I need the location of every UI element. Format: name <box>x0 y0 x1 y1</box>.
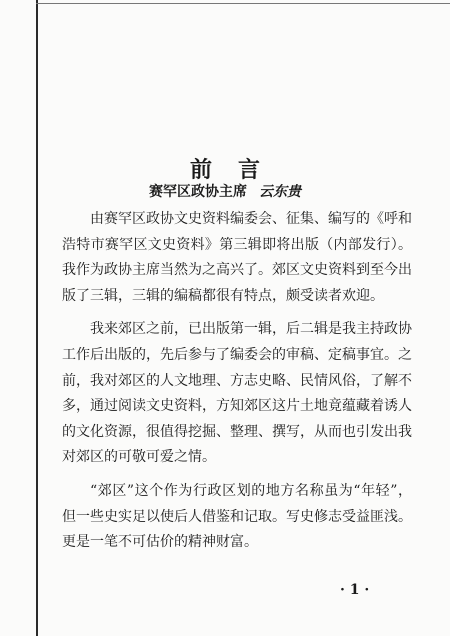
author-line <box>0 181 450 201</box>
paragraph-1: 由赛罕区政协文史资料编委会、征集、编写的《呼和浩特市赛罕区文史资料》第三辑即将出版（内部发行）。我作为政协主席当然为之高兴了。郊区文史资料到至今出版了三辑，三辑的编稿都很有特点，颇受读者欢迎。 <box>62 211 412 304</box>
page-number: · 1 · <box>340 582 370 598</box>
page-title: 前言 <box>189 157 286 183</box>
author-role: 赛罕区政协主席 <box>149 184 247 200</box>
paragraph-2: 我来郊区之前，已出版第一辑，后二辑是我主持政协工作后出版的，先后参与了编委会的审稿、定稿事宜。之前，我对郊区的人文地理、方志史略、民情风俗，了解不多，通过阅读文史资料，方知郊区这片土地竟蕴藏着诱人的文化资源，很值得挖掘、整理、撰写，从而也引发出我对郊区的可敬可爱之情。 <box>62 321 412 466</box>
paragraph-3: “郊区”这个作为行政区划的地方名称虽为“年轻”，但一些史实足以使后人借鉴和记取。写史修志受益匪浅。更是一笔不可估价的精神财富。 <box>62 482 412 551</box>
scan-binding-edge <box>36 0 38 636</box>
author-name: 云东贵 <box>259 184 301 200</box>
document-body <box>62 207 412 556</box>
top-border-line <box>36 3 450 4</box>
